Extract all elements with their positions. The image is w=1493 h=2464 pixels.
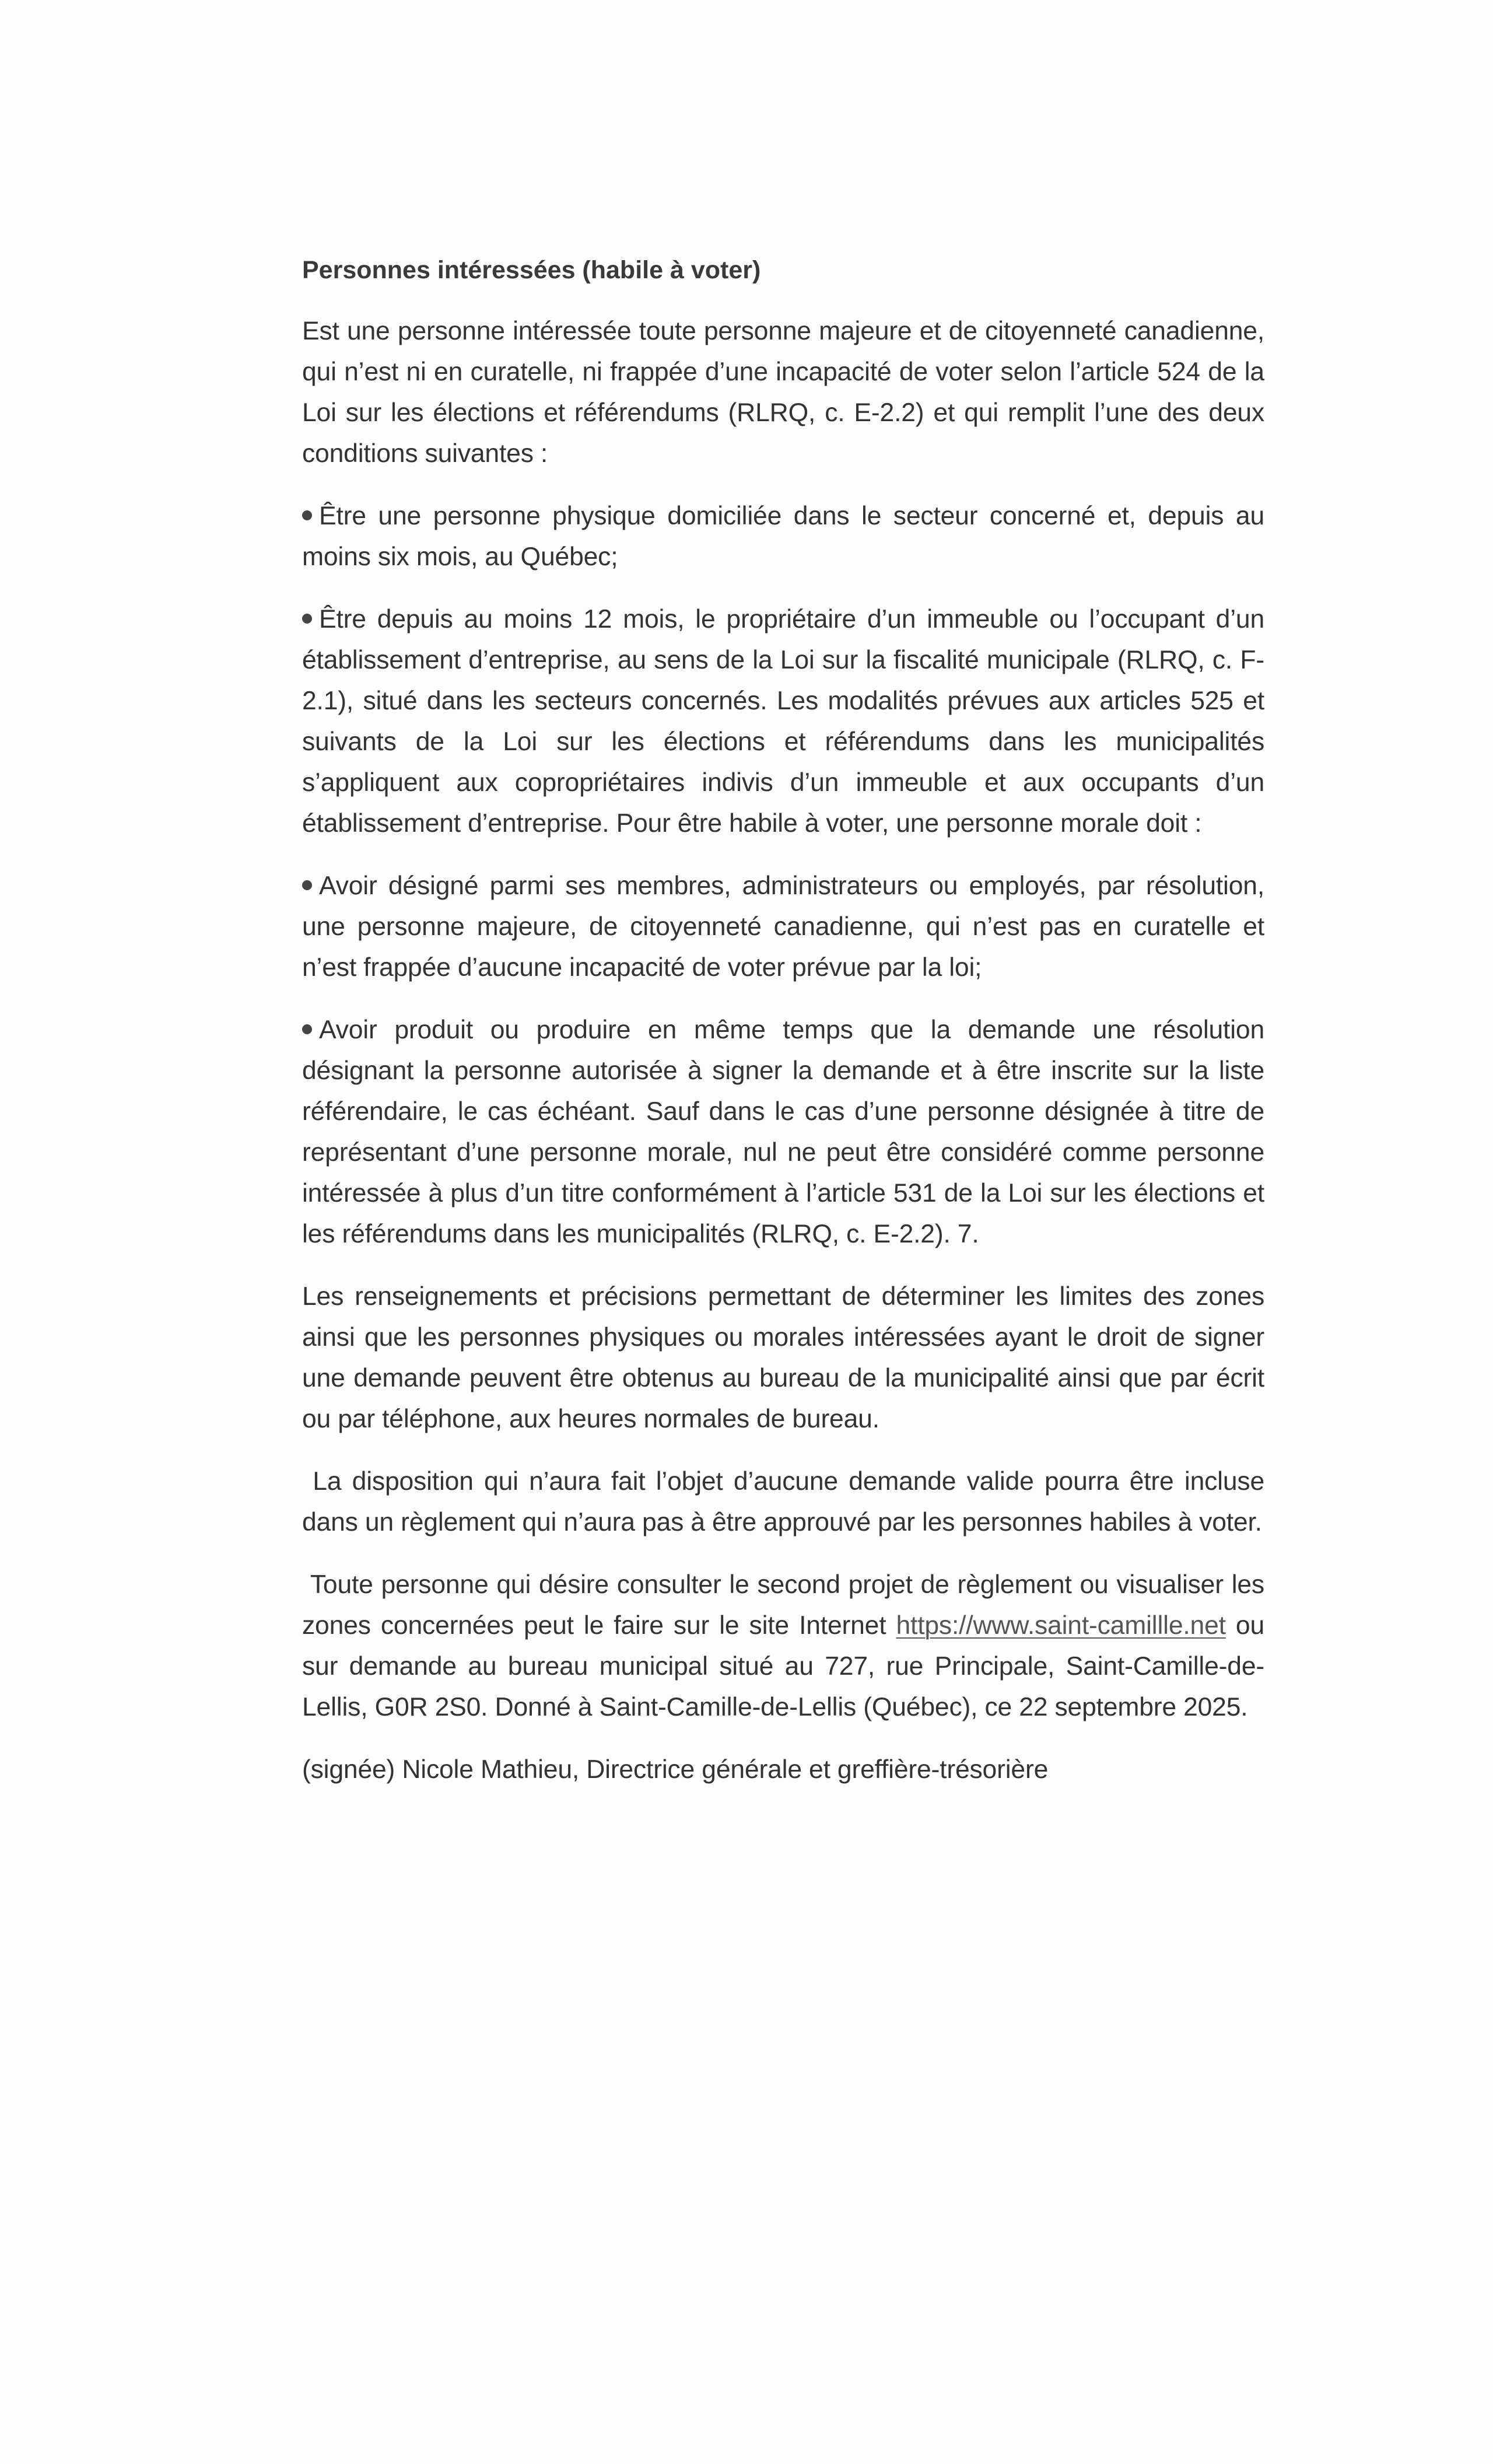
consult-paragraph	[302, 1564, 1264, 1728]
condition-text-2: Être depuis au moins 12 mois, le propriétaire d’un immeuble ou l’occupant d’un établissement d’entreprise, au sens de la Loi sur la fiscalité municipale (RLRQ, c. F-2.1), situé dans les secteurs concernés. Les modalités prévues aux articles 525 et suivants de la Loi sur les élections et référendums dans les municipalités s’appliquent aux copropriétaires indivis d’un immeuble et aux occupants d’un établissement d’entreprise. Pour être habile à voter, une personne morale doit :	[302, 605, 1264, 838]
bullet-icon	[302, 880, 312, 890]
moral-person-condition-2	[302, 1010, 1264, 1255]
disposition-paragraph: La disposition qui n’aura fait l’objet d’aucune demande valide pourra être incluse dans un règlement qui n’aura pas à être approuvé par les personnes habiles à voter.	[302, 1467, 1265, 1536]
section-heading: Personnes intéressées (habile à voter)	[302, 256, 761, 284]
info-paragraph: Les renseignements et précisions permettant de déterminer les limites des zones ainsi que les personnes physiques ou morales intéressées ayant le droit de signer une demande peuvent être obtenus au bureau de la municipalité ainsi que par écrit ou par téléphone, aux heures normales de bureau.	[302, 1282, 1264, 1433]
condition-text-1: Être une personne physique domiciliée dans le secteur concerné et, depuis au moins six mois, au Québec;	[302, 502, 1264, 571]
condition-item-2	[302, 599, 1264, 844]
condition-item-1	[302, 496, 1264, 578]
bullet-icon	[302, 510, 312, 520]
moral-person-condition-1	[302, 866, 1264, 988]
consult-text-before-link: Toute personne qui désire consulter le second projet de règlement ou visualiser les zones concernées peut le faire sur le site Internet	[302, 1570, 1264, 1640]
bullet-icon	[302, 1024, 312, 1034]
municipality-website-link[interactable]: https://www.saint-camillle.net	[896, 1611, 1226, 1640]
document-body	[302, 250, 1264, 1812]
intro-paragraph: Est une personne intéressée toute personne majeure et de citoyenneté canadienne, qui n’est ni en curatelle, ni frappée d’une incapacité de voter selon l’article 524 de la Loi sur les élections et référendums (RLRQ, c. E-2.2) et qui remplit l’une des deux conditions suivantes :	[302, 317, 1264, 468]
bullet-icon	[302, 614, 312, 624]
signature-line: (signée) Nicole Mathieu, Directrice générale et greffière-trésorière	[302, 1755, 1049, 1784]
moral-condition-text-1: Avoir désigné parmi ses membres, administrateurs ou employés, par résolution, une personne majeure, de citoyenneté canadienne, qui n’est pas en curatelle et n’est frappée d’aucune incapacité de voter prévue par la loi;	[302, 872, 1264, 982]
consult-text-after-link: ou sur demande au bureau municipal situé au 727, rue Principale, Saint-Camille-de-Lellis, G0R 2S0. Donné à Saint-Camille-de-Lellis (Québec), ce 22 septembre 2025.	[302, 1611, 1265, 1721]
moral-condition-text-2: Avoir produit ou produire en même temps que la demande une résolution désignant la personne autorisée à signer la demande et à être inscrite sur la liste référendaire, le cas échéant. Sauf dans le cas d’une personne désignée à titre de représentant d’une personne morale, nul ne peut être considéré comme personne intéressée à plus d’un titre conformément à l’article 531 de la Loi sur les élections et les référendums dans les municipalités (RLRQ, c. E-2.2). 7.	[302, 1016, 1264, 1248]
